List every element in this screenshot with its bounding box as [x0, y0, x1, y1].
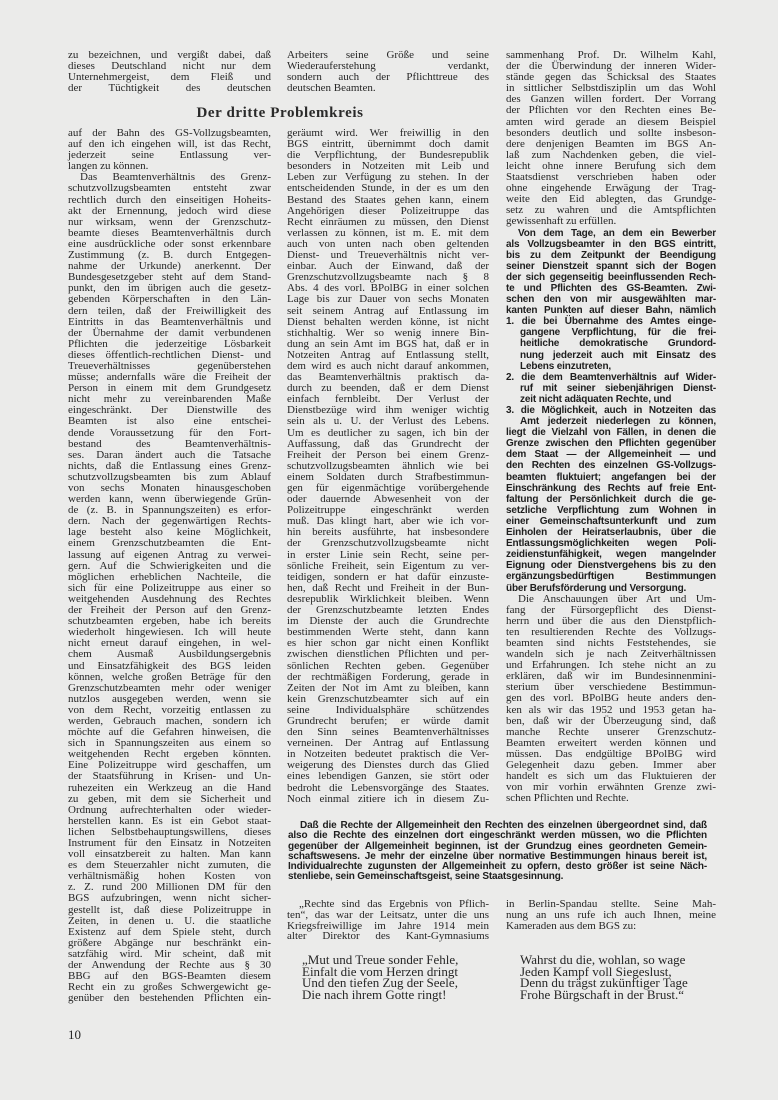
text-line: verhältnismäßig hohen Kosten von: [68, 870, 271, 883]
paragraph: [288, 821, 707, 883]
paragraph: [68, 128, 271, 172]
text-line: nur wirksam, wenn der Grenzschutz-: [68, 215, 271, 228]
text-line: leicht ohne innere Berufung sich dem: [506, 159, 716, 172]
text-line: gestellt ist, daß diese Polizeitruppe in: [68, 903, 271, 916]
text-line: in Notzeiten bedeutet praktisch die Ver-: [287, 748, 489, 761]
text-line: „Mut und Treue sonder Fehle,: [302, 952, 459, 967]
text-line: ruhezeiten ein Werkzeug an die Hand: [68, 781, 271, 794]
text-line: weitgehenden Ausdehnung des Rechtes: [68, 592, 271, 605]
text-line: Frohe Bürgschaft in der Brust.“: [520, 986, 685, 1002]
text-line: alter Direktor des Kant-Gymnasiums: [287, 930, 489, 943]
column-right: [506, 50, 716, 804]
text-line: Einfalt die vom Herzen dringt: [302, 963, 458, 979]
paragraph: [506, 316, 716, 371]
paragraph: [506, 372, 716, 405]
text-line: 3. die Möglichkeit, auch in Notzeiten das: [506, 405, 716, 416]
text-line: bedroht die Lebensvorgänge des Staates.: [287, 781, 489, 794]
text-line: nicht erneut darauf eingehen, in wel-: [68, 637, 271, 650]
poem-stanza-1: [302, 954, 492, 1000]
text-line: Dienstbezüge wird ihm weniger wichtig: [287, 404, 489, 417]
text-line: BBG auf den BGS-Beamten diesem: [68, 970, 271, 983]
text-line: z. Z. rund 200 Millionen DM für den: [68, 881, 271, 894]
text-line: dende Voraussetzung für den Fort-: [68, 426, 271, 439]
text-line: und Erfahrungen. Ich stehe nicht an zu: [506, 659, 716, 672]
text-line: deutschen Beamten.: [287, 82, 376, 95]
text-line: hin bereits ausführte, hat insbesondere: [287, 526, 489, 539]
text-line: gewissenhaft zu erfüllen.: [506, 215, 617, 228]
text-line: chem Ausmaß Ausbildungsergebnis: [68, 648, 271, 661]
text-line: zeit nicht adäquaten Rechte, und: [520, 393, 672, 405]
text-line: in Berlin-Spandau stellte. Seine Mah-: [506, 898, 716, 910]
text-line: Daß die Rechte der Allgemeinheit den Rechten des einzelnen übergeordnet sind, daß: [300, 820, 707, 831]
text-line: fang der Fürsorgepflicht des Dienst-: [506, 603, 716, 616]
text-line: wandeln sich je nach Zeitverhältnissen: [506, 648, 716, 661]
text-line: Zustimmung (z. B. durch Entgegen-: [68, 249, 271, 262]
text-line: nahme der Urkunde) anerkennt. Der: [68, 260, 271, 273]
text-line: Grundrecht berufen; er würde damit: [287, 714, 489, 727]
text-line: liegt die Vielzahl von Fällen, in denen die: [506, 427, 716, 439]
text-line: sondern auch der Pflichttreue des: [287, 71, 489, 84]
text-line: akt der Ernennung, jedoch wird diese: [68, 204, 271, 217]
text-line: dere denjenigen Beamten im BGS An-: [506, 137, 716, 150]
text-line: einbar. Auch der Einwand, daß der: [287, 260, 489, 273]
text-line: lichen Selbstbehauptungswillens, dieses: [68, 825, 271, 838]
text-line: der Tüchtigkeit des deutschen: [68, 82, 271, 95]
text-line: de (z. B. in Spannungszeiten) es erfor-: [68, 504, 271, 517]
text-line: werden kann, wenn überwiegende Grün-: [68, 493, 271, 506]
text-line: wiederholt hingewiesen. Ich will heute: [68, 626, 271, 639]
text-line: Abs. 4 des vorl. BPolBG in einer solchen: [287, 282, 489, 295]
text-line: voll einsatzbereit zu halten. Man kann: [68, 848, 271, 861]
text-line: sein als u. U. der Verlust des Lebens.: [287, 415, 489, 428]
text-line: von mir vorhin erwähnten Grenze zwi-: [506, 781, 716, 794]
text-line: Von dem Tage, an dem ein Bewerber: [518, 227, 716, 239]
text-line: Zeiten der Not im Amt zu bleiben, kann: [287, 681, 489, 694]
text-line: gen des vorl. BPolBG heute anders den-: [506, 692, 716, 705]
text-line: zu geben, mit dem sie Sicherheit und: [68, 792, 271, 805]
text-line: sterium über verschiedene Bestimmun-: [506, 681, 716, 694]
text-line: Grenzschutzbeamten mehr oder weniger: [68, 681, 271, 694]
text-line: dem wird es auch nicht darauf ankommen,: [287, 359, 489, 372]
text-line: verlassen zu können, ist m. E. mit dem: [287, 226, 489, 239]
text-line: von sechs Monaten hinausgeschoben: [68, 482, 271, 494]
text-line: Entlassungsmöglichkeiten wegen Poli-: [506, 538, 716, 550]
text-line: es hier schon gar nicht einen Konflikt: [287, 637, 489, 650]
text-line: BGS aufzubringen, wenn nicht sicher-: [68, 892, 271, 905]
text-line: der Grenzschutzbeamte letzten Endes: [287, 604, 489, 617]
text-line: Noch einmal zitiere ich in diesem Zu-: [287, 792, 489, 805]
text-line: Und den tiefen Zug der Seele,: [302, 975, 458, 991]
text-line: Person in einem mit dem Grundgesetz: [68, 382, 271, 395]
text-line: dung an sein Amt im BGS hat, daß er in: [287, 337, 489, 350]
text-line: Grenze zwischen den Pflichten gegenüber: [506, 438, 716, 450]
text-line: müssen. Das endgültige BPolBG wird: [506, 747, 716, 760]
text-line: kein Grenzschutzbeamter sich auf ein: [287, 692, 489, 705]
text-line: durch zu beenden, daß er dem Dienst: [287, 382, 489, 395]
text-line: Individualrechte zugunsten der Allgemeinheit zu opfern, desto größer ist seine Näch-: [288, 861, 707, 873]
text-line: nung an uns rufe ich auch Ihnen, meine: [506, 908, 716, 921]
text-line: Um es deutlicher zu sagen, ich bin der: [287, 426, 489, 439]
text-line: Denn du trägst zukünftiger Tage: [520, 975, 688, 991]
text-line: in erster Linie sein Recht, seine per-: [287, 548, 489, 561]
text-line: entscheidenden Stunde, in der es um den: [287, 182, 489, 195]
text-line: Pflichten die jederzeitige Lösbarkeit: [68, 337, 271, 350]
text-line: müsse; andernfalls wäre die Freiheit der: [68, 371, 271, 384]
column-left-top: [68, 50, 271, 94]
text-line: schutzvollzugsbeamten entsteht zwar: [68, 182, 271, 195]
text-line: sönlichen Rechten geben. Gegenüber: [287, 659, 489, 672]
paragraph: [287, 50, 489, 94]
text-line: genüber den bestehenden Pflichten ein-: [68, 992, 271, 1005]
text-line: sönliche Freiheit, sein Eigentum zu ver-: [287, 559, 489, 572]
text-line: seiner Dienstzeit spannt sich der Bogen: [506, 260, 716, 272]
text-line: also die Rechte des einzelnen dort eingeschränkt werden müssen, wo die Pflichten: [288, 830, 707, 842]
text-line: weite den Eid ablegten, das Grundge-: [506, 193, 716, 206]
text-line: einem Grenzschutzbeamten die Ent-: [68, 537, 271, 550]
text-line: das Beamtenverhältnis praktisch da-: [287, 371, 489, 384]
text-line: über Berufsförderung und Versorgung.: [506, 582, 687, 594]
text-line: nung jederzeit auch mit Einsatz des: [520, 349, 716, 361]
text-line: Recht ein zu großes Schwergewicht ge-: [68, 981, 271, 994]
text-line: lassung auf eigenen Antrag zu verwei-: [68, 548, 271, 561]
text-line: beamten sind nichts Feststehendes, sie: [506, 636, 716, 649]
text-line: kanten Punkten auf dieser Bahn, nämlich: [506, 305, 716, 317]
text-line: herrn und über die aus den Dienstpflich-: [506, 614, 716, 627]
paragraph: [520, 954, 720, 1000]
text-line: Die nach ihrem Gotte ringt!: [302, 986, 447, 1002]
text-line: bestand des Beamtenverhältnis-: [68, 437, 271, 450]
text-line: gebenden Körperschaften in den Län-: [68, 293, 271, 306]
text-line: Staatsdienst verschrieben haben oder: [506, 171, 716, 184]
text-line: geräumt wird. Wer freiwillig in den: [287, 127, 489, 139]
text-line: desrepublik Wirklichkeit bleiben. Wenn: [287, 592, 489, 605]
text-line: Zeiten, in denen u. U. die staatliche: [68, 914, 271, 927]
paragraph: [287, 899, 489, 942]
page-number: 10: [68, 1027, 81, 1042]
text-line: Bestand des Staates gehen kann, einem: [287, 193, 489, 206]
text-line: setz zu wahren und die Amtspflichten: [506, 204, 716, 217]
text-line: der Grenzschutzvollzugsbeamte nicht: [287, 537, 489, 550]
text-line: dern. Nach der gegenwärtigen Rechts-: [68, 515, 271, 528]
poem-stanza-2: [520, 954, 720, 1000]
text-line: zwischen dienstlichen Pflichten und per-: [287, 648, 489, 661]
text-line: gern. Auf die Schwierigkeiten und die: [68, 559, 271, 572]
text-line: der sich gegenseitig beeinflussenden Rech-: [506, 271, 716, 283]
text-line: Lebens einzutreten,: [520, 360, 612, 372]
text-line: ergänzungsbedürftigen Bestimmungen: [506, 571, 716, 583]
text-line: Dienst- und Treueverhältnis nicht ver-: [287, 249, 489, 262]
text-line: Kameraden aus dem BGS zu:: [506, 919, 637, 932]
text-line: Die Anschauungen über Art und Um-: [518, 592, 716, 605]
text-line: handelt es sich um das Fluktuieren der: [506, 770, 716, 783]
text-line: in sittlicher Selbstdisziplin um das Wohl: [506, 82, 716, 95]
text-line: der Pflichten vor den Rechten eines Be-: [506, 104, 716, 117]
text-line: Angehörigen dieser Polizeitruppe das: [287, 204, 489, 217]
text-line: schutzbeamten ergeben, habe ich bereits: [68, 615, 271, 628]
text-line: nicht mehr zu vereinbarenden Maße: [68, 393, 271, 406]
text-line: satzfähig wird. Mir scheint, daß mit: [68, 947, 271, 960]
paragraph: [506, 405, 716, 427]
text-line: möglichen erheblichen Nachteile, die: [68, 570, 271, 583]
text-line: Arbeiters seine Größe und seine: [287, 49, 489, 61]
paragraph: [506, 228, 716, 317]
text-line: der Staatsführung in Krisen- und Un-: [68, 770, 271, 783]
text-line: der Freiheit der Person auf den Grenz-: [68, 604, 271, 617]
paragraph: [506, 427, 716, 593]
text-line: auf der Bahn des GS-Vollzugsbeamten,: [68, 127, 271, 139]
text-line: oder dauernde Abwesenheit von der: [287, 493, 489, 506]
paragraph: [68, 172, 271, 1004]
text-line: laß zum Nachdenken geben, die viel-: [506, 148, 716, 161]
text-line: Grenzschutzvollzugsbeamte nach § 8: [287, 271, 489, 284]
text-line: der rechtmäßigen Forderung, gerade in: [287, 670, 489, 683]
text-line: ses. Daran ändert auch die Tatsache: [68, 448, 271, 461]
text-line: beamten fluktuiert; angefangen bei der: [506, 471, 716, 483]
text-line: Lage bis zur Dauer von sechs Monaten: [287, 293, 489, 306]
text-line: Auffassung, daß das Grundrecht der: [287, 437, 489, 450]
text-line: seit seinem Antrag auf Entlassung im: [287, 304, 489, 317]
text-line: Amt jederzeit niederlegen zu können,: [520, 416, 716, 428]
text-line: ohne eingehende Erwägung der Trag-: [506, 182, 716, 195]
text-line: rechtlich durch den einseitigen Hoheits-: [68, 193, 271, 206]
text-line: nichts, daß die Entlassung eines Grenz-: [68, 459, 271, 472]
text-line: Gelegenheit dazu geben. Immer aber: [506, 759, 716, 771]
text-line: zu bezeichnen, und vergißt dabei, daß: [68, 49, 271, 61]
text-line: Eignung oder Dienstvergehens bis zu den: [506, 560, 716, 572]
section-heading: Der dritte Problemkreis: [196, 105, 364, 121]
text-line: schaftswesens. Je mehr der einzelne über normative Bestimmungen hinaus bereit ist,: [288, 850, 707, 862]
text-line: lage besteht also keine Möglichkeit,: [68, 526, 271, 539]
text-line: eines lebendigen Ganzen, sie stört oder: [287, 770, 489, 783]
text-line: langen zu können.: [68, 160, 149, 173]
text-line: Freiheit der Person bei einem Grenz-: [287, 448, 489, 461]
text-line: Das Beamtenverhältnis des Grenz-: [80, 171, 271, 184]
text-line: stände gegen das Schicksal des Staates: [506, 71, 716, 84]
text-line: gangene Verpflichtung, für die frei-: [520, 327, 716, 339]
text-line: der Anwendung der Rechte aus § 30: [68, 959, 271, 972]
text-line: auch von unten nach oben geltenden: [287, 237, 489, 250]
text-line: 2. die dem Beamtenverhältnis auf Wider-: [506, 371, 716, 383]
text-line: nutzlos ausgegeben werden, wenn sie: [68, 692, 271, 705]
text-line: ten resultierenden Rechte des Vollzugs-: [506, 625, 716, 638]
text-line: stenliebe, sein Gemeinschaftsgeist, seine Staatsgesinnung.: [288, 871, 564, 883]
text-line: Existenz auf dem Spiele steht, durch: [68, 925, 271, 938]
text-line: Jeden Kampf voll Siegeslust,: [520, 963, 672, 979]
text-line: sammenhang Prof. Dr. Wilhelm Kahl,: [506, 49, 716, 61]
text-line: Treueverhältnisses gegenüberstehen: [68, 359, 271, 372]
text-line: ben, daß wir der Überzeugung sind, daß: [506, 714, 716, 727]
paragraph: [302, 954, 492, 1000]
text-line: BGS eintritt, übernimmt doch damit: [287, 138, 489, 151]
text-line: schutzvollzugsbeamten ähnlich wie bei: [287, 459, 489, 472]
text-line: ken als wir das 1952 und 1953 getan ha-: [506, 703, 716, 716]
text-line: 1. die bei Übernahme des Amtes einge-: [506, 316, 716, 328]
text-line: möchte auf die Gefahren hinweisen, die: [68, 726, 271, 739]
text-line: als Vollzugsbeamter in den BGS eintritt,: [506, 238, 716, 250]
text-line: der die Überwindung der inneren Wider-: [506, 60, 716, 73]
text-line: größere Abgänge nur beschränkt ein-: [68, 936, 271, 949]
text-line: manche Rechte unserer Grenzschutz-: [506, 725, 716, 738]
text-line: gegenüber der Allgemeinheit beginnen, ist der Grundzug eines geordneten Gemein-: [288, 840, 707, 852]
text-line: amten wird gerade an diesem Beispiel: [506, 115, 716, 128]
text-line: gen für eigenmächtige vorübergehende: [287, 482, 489, 494]
text-line: eingeschränkt. Der Dienstwille des: [68, 404, 271, 417]
text-line: te und Pflichten des GS-Beamten. Zwi-: [506, 282, 716, 294]
text-line: dieses Deutschland nicht nur dem: [68, 60, 271, 73]
text-line: teidigen, sondern er hat dafür einzuste-: [287, 570, 489, 583]
text-line: Einschränkung des Rechts auf freie Ent-: [506, 482, 716, 494]
text-line: hen, daß Recht und Freiheit in der Bun-: [287, 581, 489, 594]
text-line: heitliche demokratische Grundord-: [520, 338, 716, 350]
text-line: seine Individualsphäre schützendes: [287, 703, 489, 716]
text-line: schutzvollzugsbeamten bis zum Ablauf: [68, 470, 271, 483]
text-line: Ordnung aufrechterhalten oder wieder-: [68, 803, 271, 816]
text-line: schen den von mir ausgewählten mar-: [506, 294, 716, 306]
text-line: weitgehenden Recht ergeben könnten.: [68, 748, 271, 761]
text-line: Notzeiten Antrag auf Entlassung stellt,: [287, 348, 489, 361]
text-line: Wahrst du die, wohlan, so wage: [520, 952, 686, 967]
column-middle-top: [287, 50, 489, 94]
text-line: den Sinn seines Beamtenverhältnisses: [287, 726, 489, 739]
highlighted-paragraph: [288, 821, 707, 883]
text-line: sich für eine Polizeitruppe aus einer so: [68, 581, 271, 594]
text-line: ten“, das war der Leitsatz, unter die uns: [287, 908, 489, 921]
text-line: dem Staat — der Allgemeinheit — und: [506, 449, 716, 461]
text-line: eine ausdrückliche oder sonst erkennbare: [68, 237, 271, 250]
text-line: Einholen der Heiratserlaubnis, über die: [506, 527, 716, 539]
text-line: beamte dieses Beamtenverhältnis durch: [68, 226, 271, 239]
text-line: Beamten ist also eine entschei-: [68, 415, 271, 428]
text-line: es dem Steuerzahler nicht zumuten, die: [68, 859, 271, 872]
paragraph: [68, 50, 271, 94]
text-line: Eintritts in das Beamtenverhältnis und: [68, 315, 271, 328]
text-line: einem Soldaten durch Strafbestimmun-: [287, 470, 489, 483]
text-line: Polizeitruppe eingeschränkt werden: [287, 504, 489, 517]
text-line: Kriegsfreiwillige im Jahre 1914 mein: [287, 919, 489, 932]
text-line: können, welche großen Beträge für den: [68, 670, 271, 683]
text-line: besonders deutlich und sollte insbeson-: [506, 126, 716, 139]
text-line: schen Pflichten und Rechte.: [506, 792, 629, 805]
text-line: die Verpflichtung, der Bundesrepublik: [287, 149, 489, 162]
quote-intro-left: [287, 899, 489, 942]
column-left-body: [68, 128, 271, 1004]
paragraph: [506, 50, 716, 228]
text-line: weigerung des Dienstes durch das Glied: [287, 759, 489, 772]
text-line: zeidienstunfähigkeit, wegen mangelnder: [506, 549, 716, 561]
text-line: Recht einräumen zu müssen, den Dienst: [287, 215, 489, 228]
text-line: besonders in Notzeiten mit Leib und: [287, 160, 489, 173]
quote-intro-right: [506, 899, 716, 931]
text-line: punkt, den im übrigen auch die gesetz-: [68, 282, 271, 295]
text-line: Unternehmergeist, dem Fleiß und: [68, 71, 271, 84]
text-line: und Einsatzfähigkeit des BGS leiden: [68, 659, 271, 672]
text-line: Dienst behalten werden könne, ist nicht: [287, 315, 489, 328]
text-line: den Rechten des einzelnen GS-Vollzugs-: [506, 460, 716, 472]
text-line: ruf mit seiner siebenjährigen Dienst-: [520, 382, 716, 394]
text-line: Beamten erweitert werden können und: [506, 736, 716, 749]
text-line: Eine Polizeitruppe wird geschaffen, um: [68, 759, 271, 772]
text-line: Instrument für den Einsatz in Notzeiten: [68, 837, 271, 849]
text-line: des Ganzen willen fordert. Der Vorrang: [506, 93, 716, 106]
text-line: jederzeit seine Entlassung ver-: [68, 149, 271, 162]
text-line: erklären, daß wir im Bundesinnenmini-: [506, 670, 716, 683]
text-line: werden, Gebrauch machen, sondern ich: [68, 714, 271, 727]
text-line: einer Gemeinschaftsunterkunft und zum: [506, 515, 716, 527]
text-line: sich in Spannungszeiten aus einem so: [68, 737, 271, 750]
text-line: Wiederauferstehung verdankt,: [287, 60, 489, 73]
text-line: bestimmenden Werte steht, dann kann: [287, 626, 489, 639]
text-line: stichhaltig. Wer so wenig innere Bin-: [287, 326, 489, 339]
text-line: setzliche Verpflichtung zum Wohnen in: [506, 504, 716, 516]
paragraph: [287, 128, 489, 805]
paragraph: [506, 594, 716, 805]
text-line: dieses öffentlich-rechtlichen Dienst- und: [68, 348, 271, 361]
text-line: von dem Recht, vorzeitig entlassen zu: [68, 703, 271, 716]
text-line: muß. Das klingt hart, aber wie ich vor-: [287, 515, 489, 528]
text-line: der Übernahme der damit verbundenen: [68, 326, 271, 339]
text-line: Leben zur Verfügung zu stehen. In der: [287, 171, 489, 184]
column-middle-body: [287, 128, 489, 805]
text-line: Bundesgesetzgeber steht auf dem Stand-: [68, 271, 271, 284]
text-line: einfach fernbleibt. Der Verlust der: [287, 393, 489, 406]
text-line: verneinen. Der Antrag auf Entlassung: [287, 737, 489, 750]
text-line: bis zu dem Zeitpunkt der Beendigung: [506, 249, 716, 261]
text-line: auf den ich eingehen will, ist das Recht,: [68, 138, 271, 151]
text-line: dern teilen, daß der Freiwilligkeit des: [68, 304, 271, 317]
text-line: „Rechte sind das Ergebnis von Pflich-: [299, 898, 489, 910]
text-line: im Dienste der auch die Grundrechte: [287, 615, 489, 628]
paragraph: [506, 899, 716, 931]
text-line: faltung der Persönlichkeit durch die ge-: [506, 493, 716, 505]
text-line: herstellen kann. Es ist ein Gebot staat-: [68, 814, 271, 827]
